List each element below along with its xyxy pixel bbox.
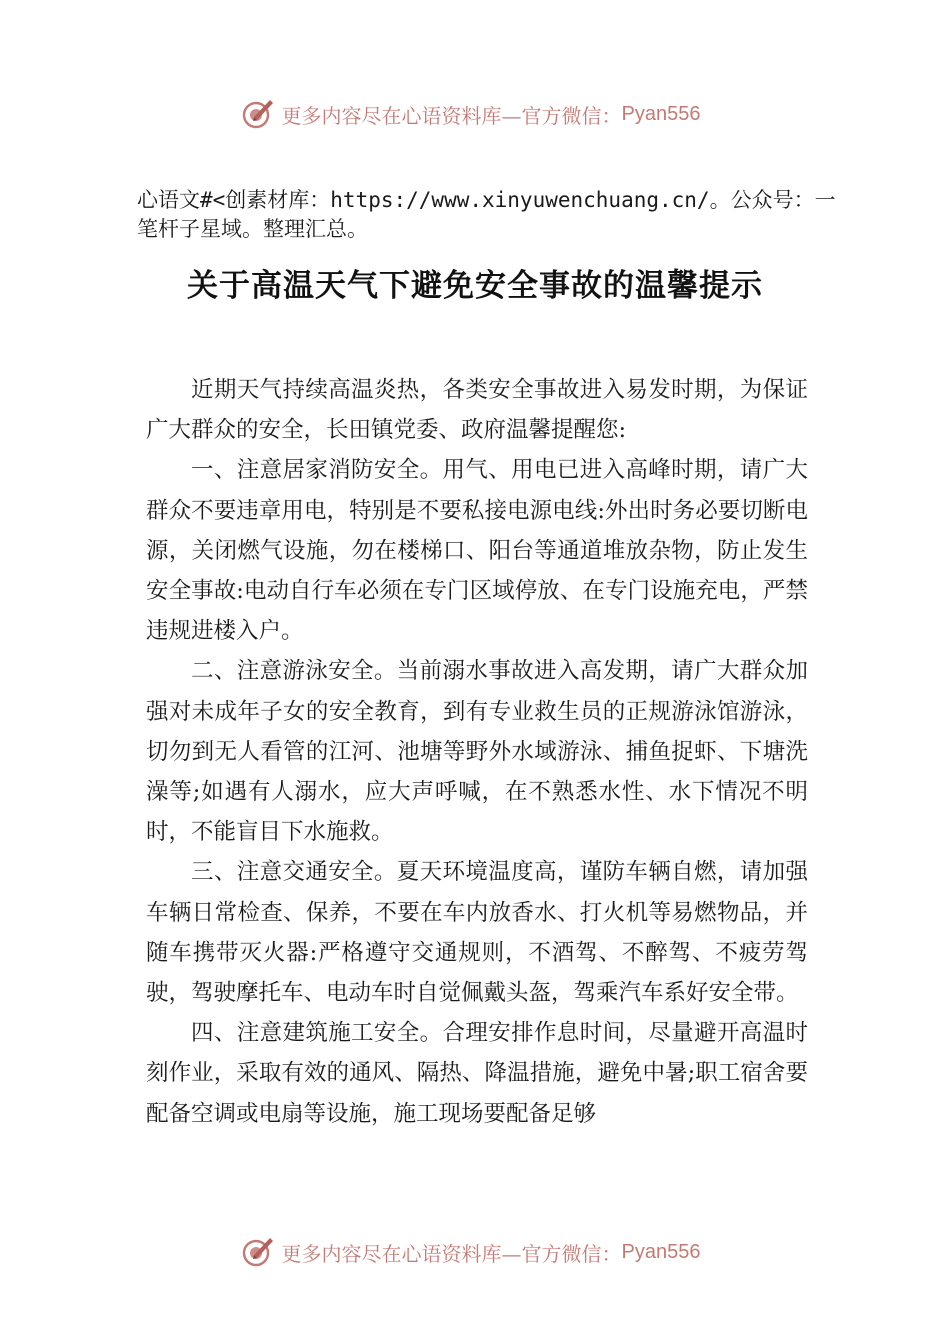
document-title: 关于高温天气下避免安全事故的温馨提示 <box>187 268 763 304</box>
paragraph-traffic-safety: 三、注意交通安全。夏天环境温度高，谨防车辆自燃，请加强车辆日常检查、保养，不要在车内放香水、打火机等易燃物品，并随车携带灭火器:严格遵守交通规则，不酒驾、不醉驾、不疲劳驾驶，驾驶摩托车、电动车时自觉佩戴头盔，驾乘汽车系好安全带。 <box>146 859 808 1007</box>
paragraph-swimming-safety: 二、注意游泳安全。当前溺水事故进入高发期，请广大群众加强对未成年子女的安全教育，到有专业救生员的正规游泳馆游泳，切勿到无人看管的江河、池塘等野外水域游泳、捕鱼捉虾、下塘洗澡等;如遇有人溺水，应大声呼喊，在不熟悉水性、水下情况不明时，不能盲目下水施救。 <box>146 658 808 846</box>
banner-text: 更多内容尽在心语资料库—官方微信： <box>281 1241 622 1266</box>
pen-nib-circle-icon <box>240 1234 276 1270</box>
paragraph-intro: 近期天气持续高温炎热，各类安全事故进入易发时期，为保证广大群众的安全，长田镇党委、政府温馨提醒您: <box>146 377 808 444</box>
banner-wechat-id: Pyan556 <box>621 102 701 125</box>
pen-nib-circle-icon <box>240 96 276 132</box>
banner-text: 更多内容尽在心语资料库—官方微信： <box>281 103 622 128</box>
paragraph-fire-safety: 一、注意居家消防安全。用气、用电已进入高峰时期，请广大群众不要违章用电，特别是不要私接电源电线:外出时务必要切断电源，关闭燃气设施，勿在楼梯口、阳台等通道堆放杂物，防止发生安全事故:电动自行车必须在专门区域停放、在专门设施充电，严禁违规进楼入户。 <box>146 457 808 645</box>
banner-wechat-id: Pyan556 <box>621 1240 701 1263</box>
header-banner <box>0 92 950 136</box>
source-line: 心语文#<创素材库：https://www.xinyuwenchuang.cn/。公众号：一笔杆子星域。整理汇总。 <box>137 188 836 241</box>
paragraph-construction-safety: 四、注意建筑施工安全。合理安排作息时间，尽量避开高温时刻作业，采取有效的通风、隔热、降温措施，避免中暑;职工宿舍要配备空调或电扇等设施，施工现场要配备足够 <box>146 1020 808 1127</box>
footer-banner <box>0 1230 950 1274</box>
document-body <box>146 370 808 1134</box>
